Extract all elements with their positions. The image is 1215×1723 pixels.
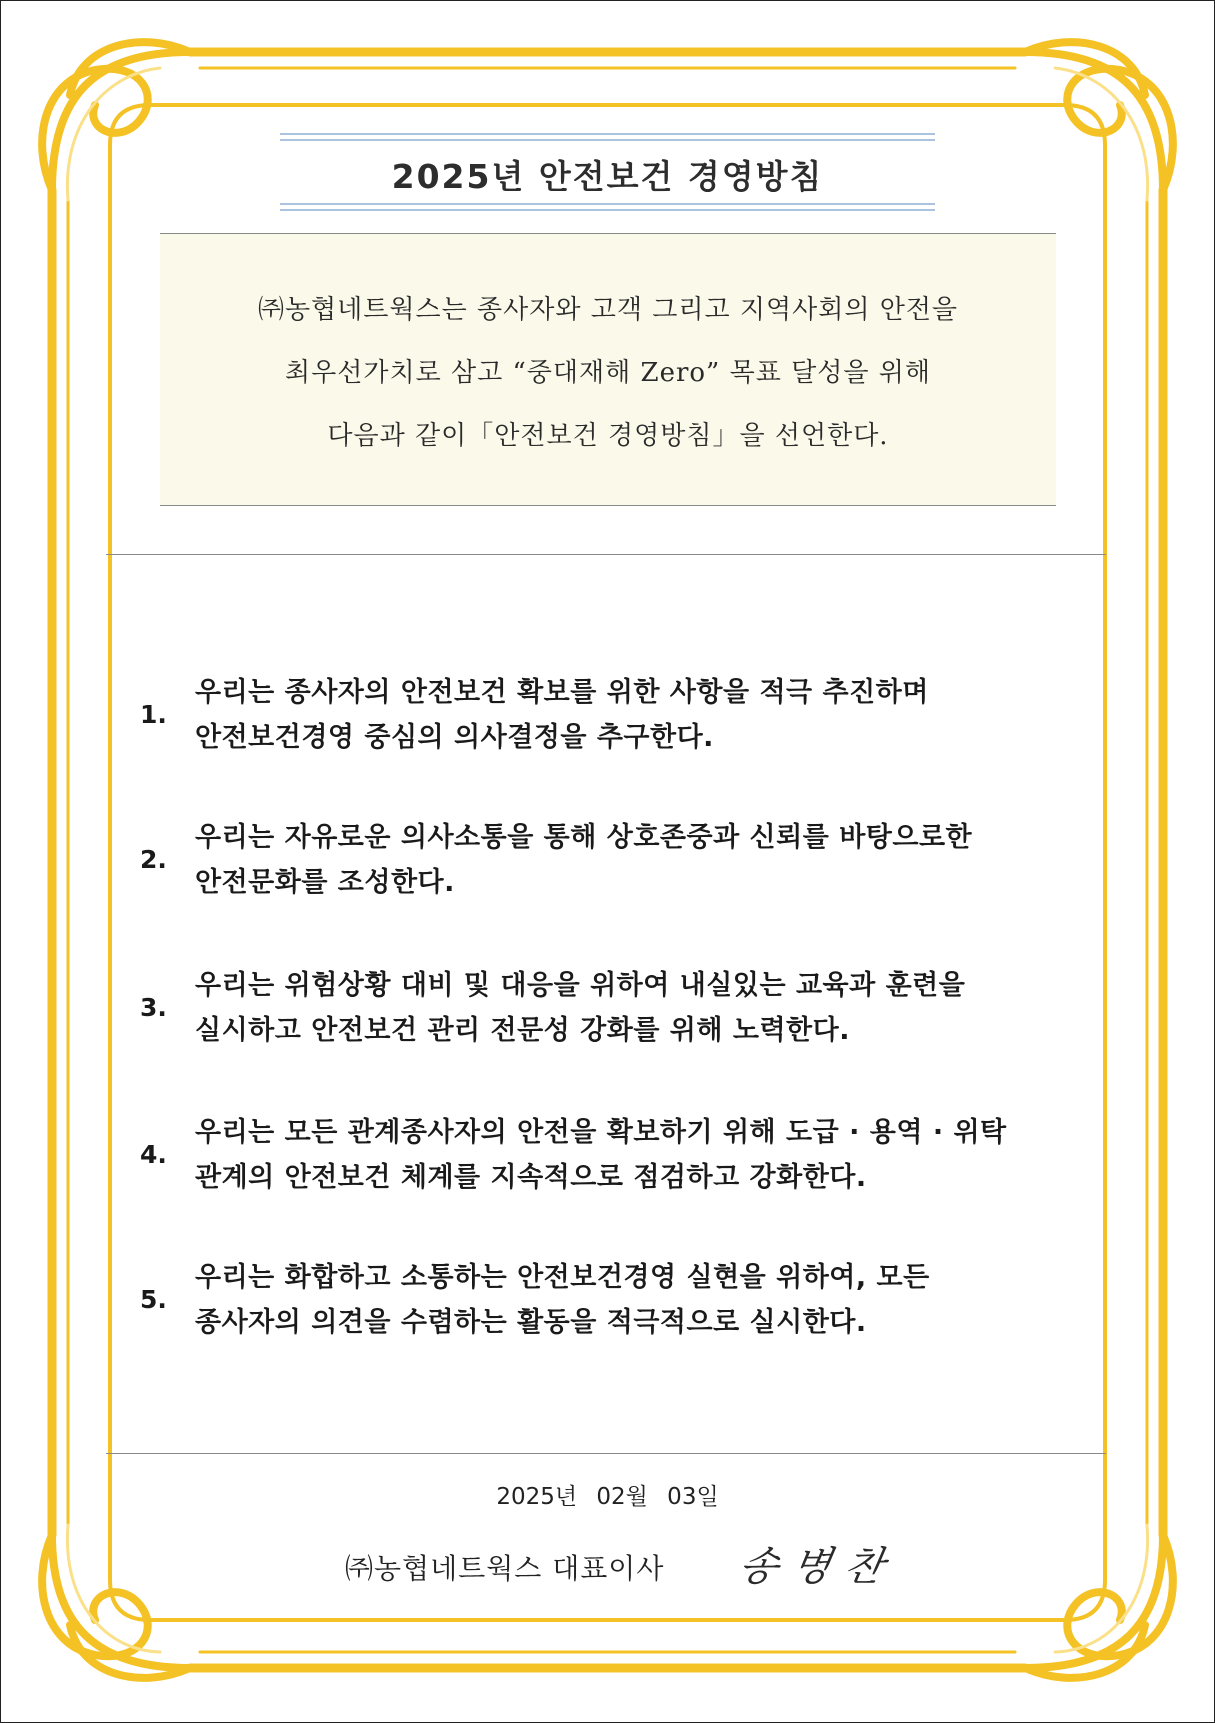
title-rule-bottom-2 <box>280 209 935 211</box>
handwritten-signature: 송병찬 <box>735 1544 902 1590</box>
policy-item-1 <box>135 670 1095 760</box>
policy-number: 3. <box>140 993 167 1022</box>
page-title: 2025년 안전보건 경영방침 <box>391 157 824 196</box>
title-block <box>280 133 935 211</box>
title-rule-top-2 <box>280 139 935 141</box>
issue-date: 2025년 02월 03일 <box>496 1484 719 1510</box>
policy-number: 2. <box>140 845 167 874</box>
policy-text-line-2: 실시하고 안전보건 관리 전문성 강화를 위해 노력한다. <box>195 1015 850 1046</box>
policy-text-line-2: 안전문화를 조성한다. <box>195 867 455 898</box>
section-divider-top <box>106 554 1106 555</box>
signature-block <box>345 1535 945 1595</box>
policy-text-line-2: 관계의 안전보건 체계를 지속적으로 점검하고 강화한다. <box>195 1162 867 1193</box>
declaration-line-3: 다음과 같이「안전보건 경영방침」을 선언한다. <box>327 421 889 451</box>
section-divider-bottom <box>106 1453 1106 1454</box>
policy-text-line-2: 안전보건경영 중심의 의사결정을 추구한다. <box>195 722 714 753</box>
policy-number: 5. <box>140 1285 167 1314</box>
policy-number: 4. <box>140 1140 167 1169</box>
title-rule-bottom <box>280 203 935 205</box>
policy-text-line-1: 우리는 화합하고 소통하는 안전보건경영 실현을 위하여, 모든 <box>195 1262 930 1293</box>
declaration-line-2: 최우선가치로 삼고 “중대재해 Zero” 목표 달성을 위해 <box>285 358 931 388</box>
policy-item-4 <box>135 1110 1095 1200</box>
signatory-title: ㈜농협네트웍스 대표이사 <box>345 1552 665 1585</box>
policy-text-line-1: 우리는 위험상황 대비 및 대응을 위하여 내실있는 교육과 훈련을 <box>195 970 966 1001</box>
policy-text-line-1: 우리는 모든 관계종사자의 안전을 확보하기 위해 도급 · 용역 · 위탁 <box>195 1117 1007 1148</box>
policy-text-line-1: 우리는 자유로운 의사소통을 통해 상호존중과 신뢰를 바탕으로한 <box>195 822 973 853</box>
policy-text-line-2: 종사자의 의견을 수렴하는 활동을 적극적으로 실시한다. <box>195 1307 867 1338</box>
policy-item-2 <box>135 815 1095 905</box>
title-rule-top <box>280 133 935 135</box>
policy-item-5 <box>135 1255 1095 1345</box>
declaration-line-1: ㈜농협네트웍스는 종사자와 고객 그리고 지역사회의 안전을 <box>257 295 959 325</box>
policy-number: 1. <box>140 700 167 729</box>
policy-text-line-1: 우리는 종사자의 안전보건 확보를 위한 사항을 적극 추진하며 <box>195 677 929 708</box>
policy-item-3 <box>135 963 1095 1053</box>
declaration-box <box>160 233 1056 506</box>
